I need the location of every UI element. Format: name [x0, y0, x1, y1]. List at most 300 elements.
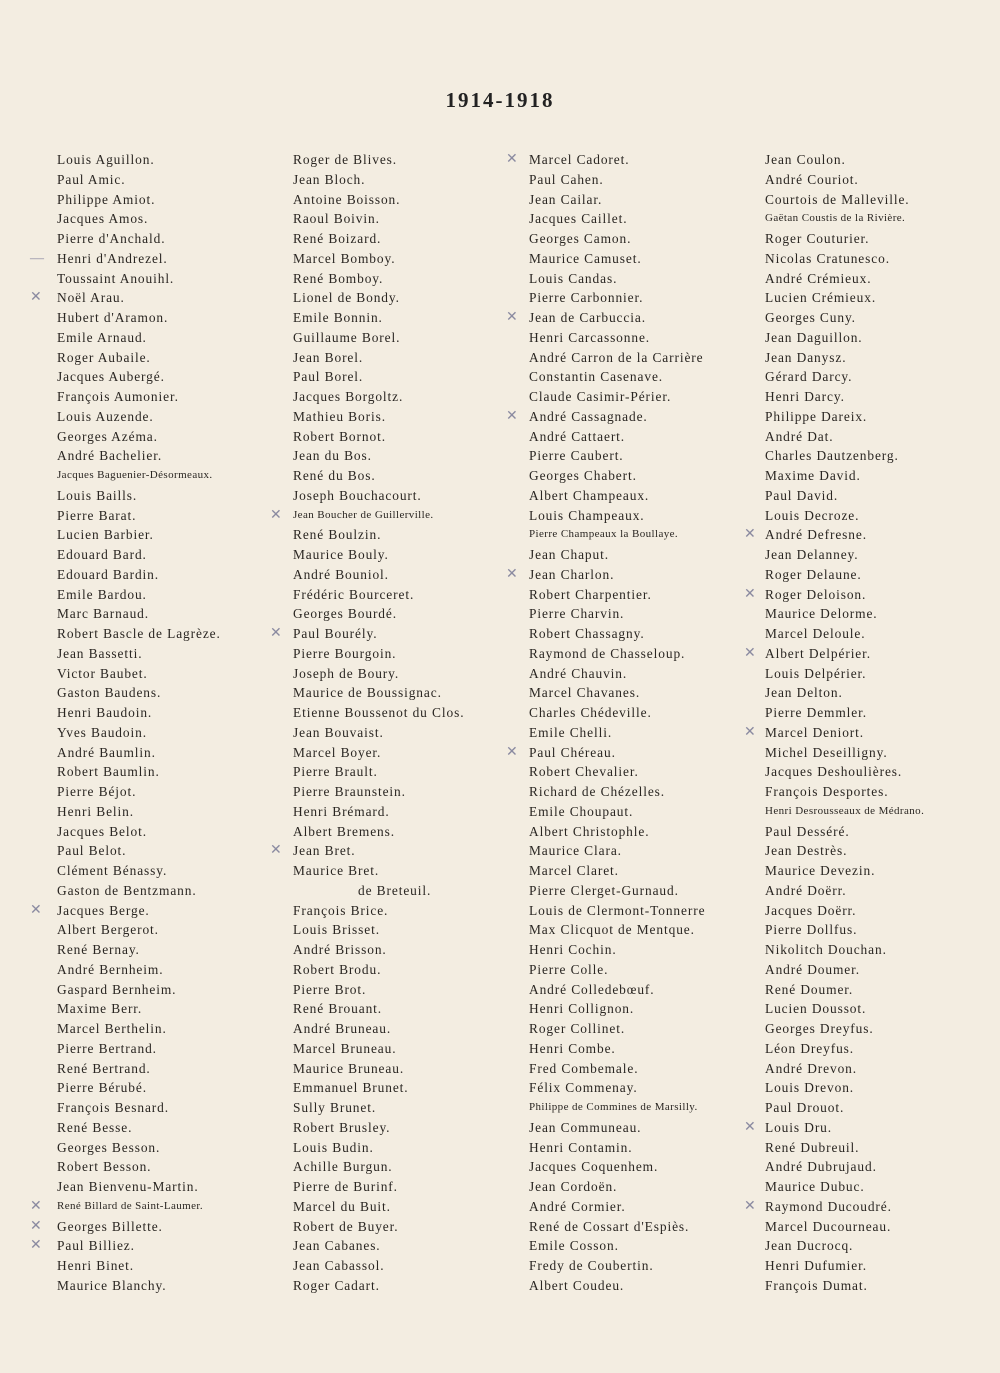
margin-mark [270, 762, 282, 782]
margin-mark [270, 782, 282, 802]
margin-mark [744, 901, 756, 921]
name-entry: Louis Baills. [57, 487, 138, 503]
margin-mark [506, 920, 518, 940]
margin-mark [270, 1276, 282, 1296]
margin-mark [30, 782, 44, 802]
margin-mark [744, 1098, 756, 1118]
name-entry: Henri Brémard. [293, 803, 390, 819]
name-entry: Pierre Brot. [293, 981, 367, 997]
margin-mark: ✕ [744, 527, 756, 543]
name-entry: Marc Barnaud. [57, 606, 150, 622]
margin-mark [506, 940, 518, 960]
name-entry: Jean Bienvenu-Martin. [57, 1179, 199, 1194]
margin-mark [744, 387, 756, 407]
margin-mark [744, 1039, 756, 1059]
margin-mark [506, 802, 518, 822]
name-entry: Pierre Charvin. [529, 606, 625, 622]
name-entry: Marcel Berthelin. [57, 1021, 167, 1036]
name-entry: Jacques Baguenier-Désormeaux. [57, 469, 213, 481]
name-entry: Roger Delaune. [765, 566, 862, 582]
margin-mark [30, 565, 44, 585]
margin-mark [30, 999, 44, 1019]
margin-mark [270, 723, 282, 743]
margin-mark [744, 1059, 756, 1079]
margin-mark: ✕ [744, 645, 756, 661]
margin-mark: ✕ [506, 566, 518, 582]
margin-mark [270, 249, 282, 269]
margin-mark [744, 940, 756, 960]
margin-mark [270, 229, 282, 249]
name-entry: Constantin Casenave. [529, 369, 664, 385]
name-entry: Robert Chassagny. [529, 626, 645, 641]
name-entry: Pierre Demmler. [765, 705, 867, 720]
margin-mark: ✕ [506, 310, 518, 325]
margin-mark [506, 901, 518, 921]
margin-mark: ✕ [30, 1198, 42, 1214]
name-entry: Jean Bouvaist. [293, 724, 384, 740]
name-entry: André Brisson. [293, 942, 387, 957]
name-entry: Michel Deseilligny. [765, 744, 888, 760]
name-entry: André Carron de la Carrière [529, 349, 704, 365]
name-entry: Sully Brunet. [293, 1100, 377, 1115]
name-entry: André Dat. [765, 428, 834, 444]
name-entry: Pierre de Burinf. [293, 1179, 398, 1194]
margin-mark [30, 960, 44, 980]
name-entry: Henri Binet. [57, 1258, 134, 1273]
name-entry: Robert Chevalier. [529, 764, 639, 780]
name-entry: Maurice Bouly. [293, 547, 389, 562]
margin-mark: ✕ [506, 152, 518, 167]
margin-mark [270, 644, 282, 664]
name-entry: Jean Bloch. [293, 171, 366, 187]
margin-mark [30, 703, 44, 723]
name-entry: René de Cossart d'Espiès. [529, 1218, 690, 1234]
name-entry: Noël Arau. [57, 290, 125, 306]
margin-mark [506, 624, 518, 644]
margin-mark [30, 1138, 44, 1158]
margin-mark: ✕ [506, 408, 518, 424]
margin-mark [744, 881, 756, 901]
margin-mark [270, 960, 282, 980]
margin-mark [744, 229, 756, 249]
margin-mark [744, 367, 756, 387]
name-entry: Pierre Caubert. [529, 448, 624, 464]
margin-mark [744, 999, 756, 1019]
name-entry: Jean Borel. [293, 349, 364, 365]
name-entry: Georges Cuny. [765, 310, 856, 325]
margin-mark [270, 269, 282, 289]
margin-mark [744, 664, 756, 684]
margin-mark [30, 1098, 44, 1118]
margin-mark [30, 683, 44, 703]
page-title: 1914-1918 [445, 88, 555, 112]
name-entry: Marcel Deloule. [765, 626, 866, 641]
margin-mark [30, 1157, 44, 1177]
name-entry: Maurice Delorme. [765, 606, 878, 622]
margin-mark [506, 1177, 518, 1197]
name-entry: Louis Champeaux. [529, 507, 645, 523]
margin-mark [744, 802, 756, 822]
name-entry: Toussaint Anouihl. [57, 270, 175, 286]
margin-mark [270, 348, 282, 368]
margin-mark [270, 703, 282, 723]
margin-mark [30, 1019, 44, 1039]
margin-mark [270, 288, 282, 308]
margin-mark [744, 841, 756, 861]
margin-mark [506, 249, 518, 269]
margin-mark [30, 920, 44, 940]
margin-mark [30, 506, 44, 526]
margin-mark [744, 782, 756, 802]
margin-mark [270, 1098, 282, 1118]
margin-mark [30, 190, 44, 210]
name-entry: Nikolitch Douchan. [765, 942, 887, 957]
name-entry: Gaston de Bentzmann. [57, 882, 197, 898]
margin-mark [30, 1177, 44, 1197]
name-entry: Roger Cadart. [293, 1277, 380, 1293]
margin-mark [744, 427, 756, 447]
name-entry: Charles Chédeville. [529, 705, 652, 720]
name-entry: Albert Christophle. [529, 823, 650, 839]
margin-mark [744, 703, 756, 723]
name-entry: René Billard de Saint-Laumer. [57, 1199, 204, 1212]
name-entry: Pierre Champeaux la Boullaye. [529, 528, 679, 541]
margin-mark [744, 190, 756, 210]
name-entry: Clément Bénassy. [57, 863, 168, 878]
name-entry: Albert Coudeu. [529, 1277, 625, 1293]
margin-mark [30, 209, 44, 229]
name-entry: André Bachelier. [57, 448, 163, 464]
name-entry: Richard de Chézelles. [529, 784, 666, 799]
name-entry: Philippe Dareix. [765, 408, 868, 424]
name-entry: Louis Budin. [293, 1139, 374, 1155]
margin-mark [506, 999, 518, 1019]
margin-mark [744, 1078, 756, 1098]
margin-mark [30, 1059, 44, 1079]
name-entry: Henri Contamin. [529, 1139, 633, 1155]
name-entry: Emile Bonnin. [293, 310, 383, 325]
name-entry: Jean Boucher de Guillerville. [293, 508, 434, 521]
name-entry: Raymond Ducoudré. [765, 1198, 892, 1214]
name-entry: Paul David. [765, 487, 839, 503]
margin-mark: ✕ [744, 1119, 756, 1135]
name-entry: Guillaume Borel. [293, 329, 401, 345]
margin-mark [270, 308, 282, 328]
margin-mark [270, 604, 282, 624]
name-entry: Jean Daguillon. [765, 329, 863, 345]
margin-mark [30, 881, 44, 901]
name-entry: Robert de Buyer. [293, 1218, 399, 1234]
margin-mark [506, 170, 518, 190]
margin-mark [744, 683, 756, 703]
name-entry: Albert Delpérier. [765, 645, 872, 661]
name-entry: Maurice Clara. [529, 843, 622, 859]
margin-mark [744, 269, 756, 289]
name-entry: Jacques Amos. [57, 211, 149, 227]
name-entry: Emile Cosson. [529, 1238, 619, 1254]
name-entry: André Chauvin. [529, 665, 628, 681]
name-entry: Marcel Ducourneau. [765, 1218, 892, 1234]
name-entry: Paul Chéreau. [529, 744, 616, 760]
name-entry: Jean Communeau. [529, 1119, 642, 1135]
margin-mark [506, 545, 518, 565]
margin-mark [270, 209, 282, 229]
margin-mark [30, 269, 44, 289]
margin-mark [270, 1217, 282, 1237]
margin-mark [744, 762, 756, 782]
name-entry: André Cattaert. [529, 428, 626, 444]
margin-mark [270, 1118, 282, 1138]
margin-mark [30, 980, 44, 1000]
margin-mark [744, 446, 756, 466]
margin-mark [506, 1236, 518, 1256]
name-entry: Etienne Boussenot du Clos. [293, 705, 465, 720]
name-entry: Maxime Berr. [57, 1001, 143, 1017]
name-entry: Jacques Berge. [57, 902, 150, 918]
name-entry: Emile Arnaud. [57, 329, 147, 345]
name-entry: Paul Billiez. [57, 1238, 135, 1254]
name-entry: Claude Casimir-Périer. [529, 389, 672, 404]
margin-mark [270, 1177, 282, 1197]
margin-mark [30, 229, 44, 249]
margin-mark [506, 348, 518, 368]
name-entry: Paul Cahen. [529, 171, 604, 187]
margin-mark [744, 1157, 756, 1177]
margin-mark [30, 407, 44, 427]
name-entry: Henri d'Andrezel. [57, 250, 168, 266]
name-entry: Georges Besson. [57, 1139, 161, 1155]
margin-mark [744, 1217, 756, 1237]
name-entry: Jean Chaput. [529, 547, 609, 562]
margin-mark [506, 1138, 518, 1158]
name-entry: Paul Bourély. [293, 626, 378, 641]
margin-mark: ✕ [30, 290, 42, 306]
name-entry: Fredy de Coubertin. [529, 1258, 654, 1273]
margin-mark [270, 1236, 282, 1256]
name-entry: Léon Dreyfus. [765, 1040, 855, 1056]
name-entry: Louis Dru. [765, 1119, 833, 1135]
margin-mark: — [30, 250, 44, 266]
margin-mark [30, 1118, 44, 1138]
name-entry: Jean Cailar. [529, 191, 603, 207]
margin-mark [270, 822, 282, 842]
name-entry: Georges Bourdé. [293, 606, 397, 622]
margin-mark: ✕ [506, 744, 518, 760]
name-entry: Joseph de Boury. [293, 665, 400, 681]
name-entry: Jean Delanney. [765, 547, 859, 562]
margin-mark [506, 387, 518, 407]
name-entry: Victor Baubet. [57, 665, 148, 681]
name-entry: André Couriot. [765, 171, 859, 187]
name-entry: Jacques Belot. [57, 823, 147, 839]
name-entry: Maurice Bruneau. [293, 1060, 405, 1076]
margin-mark: ✕ [30, 1218, 42, 1234]
name-entry: Jacques Borgoltz. [293, 389, 404, 404]
name-entry: Pierre Bertrand. [57, 1040, 157, 1056]
margin-mark [506, 664, 518, 684]
margin-mark [744, 1236, 756, 1256]
margin-mark [744, 407, 756, 427]
name-entry: René Bomboy. [293, 270, 384, 286]
name-entry: Georges Chabert. [529, 468, 637, 483]
margin-mark [270, 940, 282, 960]
name-entry: Jean Danysz. [765, 349, 847, 365]
name-entry: François Besnard. [57, 1100, 169, 1115]
margin-marks-column-2 [270, 150, 282, 1296]
name-entry: Gaspard Bernheim. [57, 981, 177, 997]
name-entry: Gaston Baudens. [57, 685, 162, 701]
name-entry: André Cormier. [529, 1198, 626, 1214]
name-entry: Louis Delpérier. [765, 665, 867, 681]
name-entry: Félix Commenay. [529, 1080, 638, 1096]
name-entry: Georges Billette. [57, 1218, 163, 1234]
margin-mark [270, 1019, 282, 1039]
margin-mark [270, 1157, 282, 1177]
margin-mark [270, 1078, 282, 1098]
margin-mark [506, 822, 518, 842]
name-entry: Pierre d'Anchald. [57, 231, 166, 246]
name-entry: René Boulzin. [293, 527, 382, 543]
margin-mark [270, 466, 282, 486]
name-entry: Maurice Camuset. [529, 250, 642, 266]
names-column-1 [57, 150, 221, 1296]
name-entry: André Crémieux. [765, 270, 872, 286]
name-entry: Paul Belot. [57, 843, 127, 859]
name-entry: Louis Auzende. [57, 408, 154, 424]
margin-mark [270, 980, 282, 1000]
margin-mark [30, 150, 44, 170]
margin-mark [30, 427, 44, 447]
names-column-3 [529, 150, 705, 1296]
name-entry: Emmanuel Brunet. [293, 1080, 409, 1096]
name-entry: Hubert d'Aramon. [57, 310, 169, 325]
name-entry: Pierre Dollfus. [765, 922, 858, 938]
margin-mark [30, 604, 44, 624]
name-entry: Georges Camon. [529, 231, 632, 246]
name-entry: Louis Brisset. [293, 922, 380, 938]
margin-mark [744, 1019, 756, 1039]
margin-mark [30, 308, 44, 328]
name-entry: André Doumer. [765, 961, 860, 977]
margin-mark [506, 980, 518, 1000]
name-entry: Henri Combe. [529, 1040, 616, 1056]
margin-mark [270, 1138, 282, 1158]
margin-mark [270, 446, 282, 466]
margin-mark [506, 1118, 518, 1138]
margin-mark [30, 446, 44, 466]
name-entry: François Dumat. [765, 1277, 868, 1293]
name-entry: Yves Baudoin. [57, 724, 147, 740]
margin-mark [30, 1256, 44, 1276]
margin-mark: ✕ [30, 1238, 42, 1254]
name-entry: André Dubrujaud. [765, 1159, 877, 1175]
margin-mark [30, 1039, 44, 1059]
margin-mark [270, 565, 282, 585]
name-entry: Robert Charpentier. [529, 586, 652, 602]
margin-mark [744, 506, 756, 526]
name-entry: Pierre Braunstein. [293, 784, 406, 799]
margin-mark [744, 1256, 756, 1276]
name-entry: Albert Bremens. [293, 823, 396, 839]
margin-mark [506, 683, 518, 703]
margin-mark: ✕ [744, 586, 756, 602]
margin-mark [744, 486, 756, 506]
name-entry: Jean Delton. [765, 685, 843, 701]
name-entry: Lucien Barbier. [57, 527, 154, 543]
margin-mark [506, 841, 518, 861]
margin-mark: ✕ [270, 507, 282, 523]
margin-mark [30, 743, 44, 763]
name-entry: Henri Belin. [57, 803, 134, 819]
name-entry: Roger Aubaile. [57, 349, 151, 365]
margin-mark [506, 762, 518, 782]
name-entry: Fred Combemale. [529, 1060, 639, 1076]
margin-mark [744, 545, 756, 565]
name-entry: François Aumonier. [57, 389, 179, 404]
margin-mark [506, 288, 518, 308]
name-entry: Lionel de Bondy. [293, 290, 400, 306]
name-entry: André Baumlin. [57, 744, 156, 760]
margin-mark [30, 545, 44, 565]
name-entry: André Bouniol. [293, 566, 389, 582]
name-entry: Jacques Deshoulières. [765, 764, 903, 780]
margin-mark [30, 822, 44, 842]
margin-mark [506, 585, 518, 605]
margin-mark [270, 999, 282, 1019]
margin-mark [506, 269, 518, 289]
margin-mark [270, 545, 282, 565]
name-entry: Marcel Bomboy. [293, 250, 396, 266]
margin-mark [506, 525, 518, 545]
name-entry: Albert Champeaux. [529, 487, 650, 503]
margin-mark [506, 446, 518, 466]
name-entry: Jacques Caillet. [529, 211, 628, 227]
name-entry: Edouard Bard. [57, 547, 147, 562]
name-entry: Louis Aguillon. [57, 152, 155, 167]
name-entry: François Brice. [293, 902, 389, 918]
margin-mark [506, 1059, 518, 1079]
margin-mark [744, 1276, 756, 1296]
name-entry: Robert Bornot. [293, 428, 386, 444]
margin-mark [744, 150, 756, 170]
name-entry: Robert Baumlin. [57, 764, 160, 780]
margin-mark [270, 585, 282, 605]
name-entry: Emile Chelli. [529, 724, 613, 740]
margin-mark [270, 367, 282, 387]
name-entry: Henri Cochin. [529, 942, 617, 957]
name-entry: Jean Cordoën. [529, 1179, 618, 1194]
name-entry: Roger Deloison. [765, 586, 867, 602]
name-entry: François Desportes. [765, 784, 889, 799]
name-entry: René Bertrand. [57, 1060, 151, 1076]
name-entry: René Doumer. [765, 981, 854, 997]
name-entry: Henri Carcassonne. [529, 329, 651, 345]
margin-mark [744, 624, 756, 644]
margin-mark [30, 762, 44, 782]
name-entry: Georges Azéma. [57, 428, 158, 444]
name-entry: Albert Bergerot. [57, 922, 159, 938]
name-entry: Marcel Bruneau. [293, 1040, 397, 1056]
name-entry: Joseph Bouchacourt. [293, 487, 422, 503]
name-entry: Pierre Carbonnier. [529, 290, 644, 306]
name-entry: Jacques Coquenhem. [529, 1159, 659, 1175]
name-entry: André Bernheim. [57, 961, 164, 977]
name-entry: Edouard Bardin. [57, 566, 160, 582]
margin-mark [270, 150, 282, 170]
name-entry: Jean Bassetti. [57, 645, 143, 661]
margin-mark [30, 644, 44, 664]
name-entry: André Drevon. [765, 1060, 858, 1076]
